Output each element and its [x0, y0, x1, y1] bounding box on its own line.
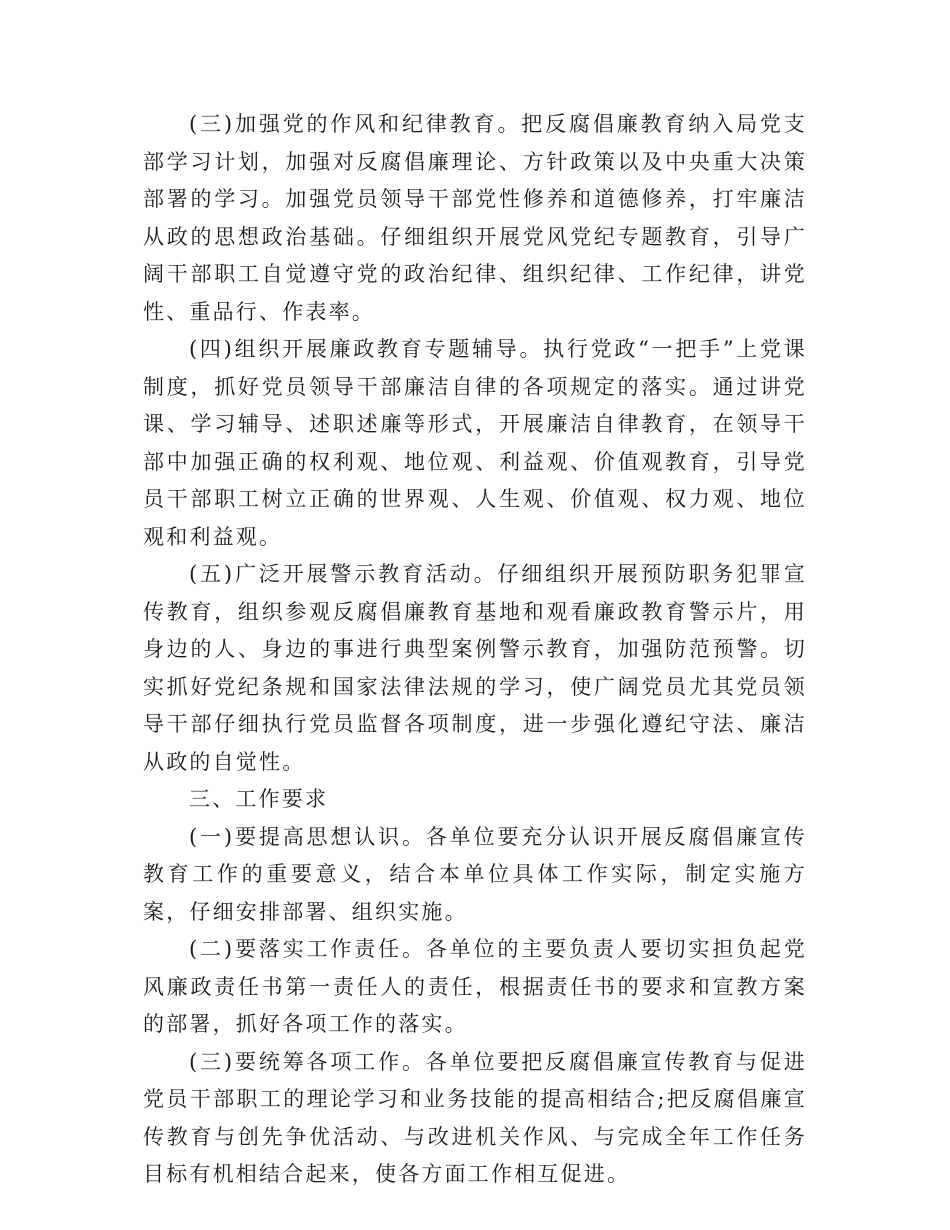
- paragraph-conduct-discipline-education: (三)加强党的作风和纪律教育。把反腐倡廉教育纳入局党支部学习计划，加强对反腐倡廉理论、方针政策以及中央重大决策部署的学习。加强党员领导干部党性修养和道德修养，打牢廉洁从政的思想政治基础。仔细组织开展党风党纪专题教育，引导广阔干部职工自觉遵守党的政治纪律、组织纪律、工作纪律，讲党性、重品行、作表率。: [143, 112, 807, 324]
- paragraph-warning-education: (五)广泛开展警示教育活动。仔细组织开展预防职务犯罪宣传教育，组织参观反腐倡廉教育基地和观看廉政教育警示片，用身边的人、身边的事进行典型案例警示教育，加强防范预警。切实抓好党纪条规和国家法律法规的学习，使广阔党员尤其党员领导干部仔细执行党员监督各项制度，进一步强化遵纪守法、廉洁从政的自觉性。: [143, 562, 807, 774]
- paragraph-raise-awareness: (一)要提高思想认识。各单位要充分认识开展反腐倡廉宣传教育工作的重要意义，结合本单位具体工作实际，制定实施方案，仔细安排部署、组织实施。: [143, 824, 807, 924]
- paragraph-integrity-lectures: (四)组织开展廉政教育专题辅导。执行党政“一把手”上党课制度，抓好党员领导干部廉洁自律的各项规定的落实。通过讲党课、学习辅导、述职述廉等形式，开展廉洁自律教育，在领导干部中加强正确的权利观、地位观、利益观、价值观教育，引导党员干部职工树立正确的世界观、人生观、价值观、权力观、地位观和利益观。: [143, 337, 807, 549]
- section-heading-work-requirements: 三、工作要求: [189, 787, 329, 811]
- paragraph-implement-responsibility: (二)要落实工作责任。各单位的主要负责人要切实担负起党风廉政责任书第一责任人的责任，根据责任书的要求和宣教方案的部署，抓好各项工作的落实。: [143, 937, 807, 1036]
- document-body: [143, 106, 807, 1194]
- paragraph-coordinate-work: (三)要统筹各项工作。各单位要把反腐倡廉宣传教育与促进党员干部职工的理论学习和业务技能的提高相结合;把反腐倡廉宣传教育与创先争优活动、与改进机关作风、与完成全年工作任务目标有机相结合起来，使各方面工作相互促进。: [143, 1049, 807, 1186]
